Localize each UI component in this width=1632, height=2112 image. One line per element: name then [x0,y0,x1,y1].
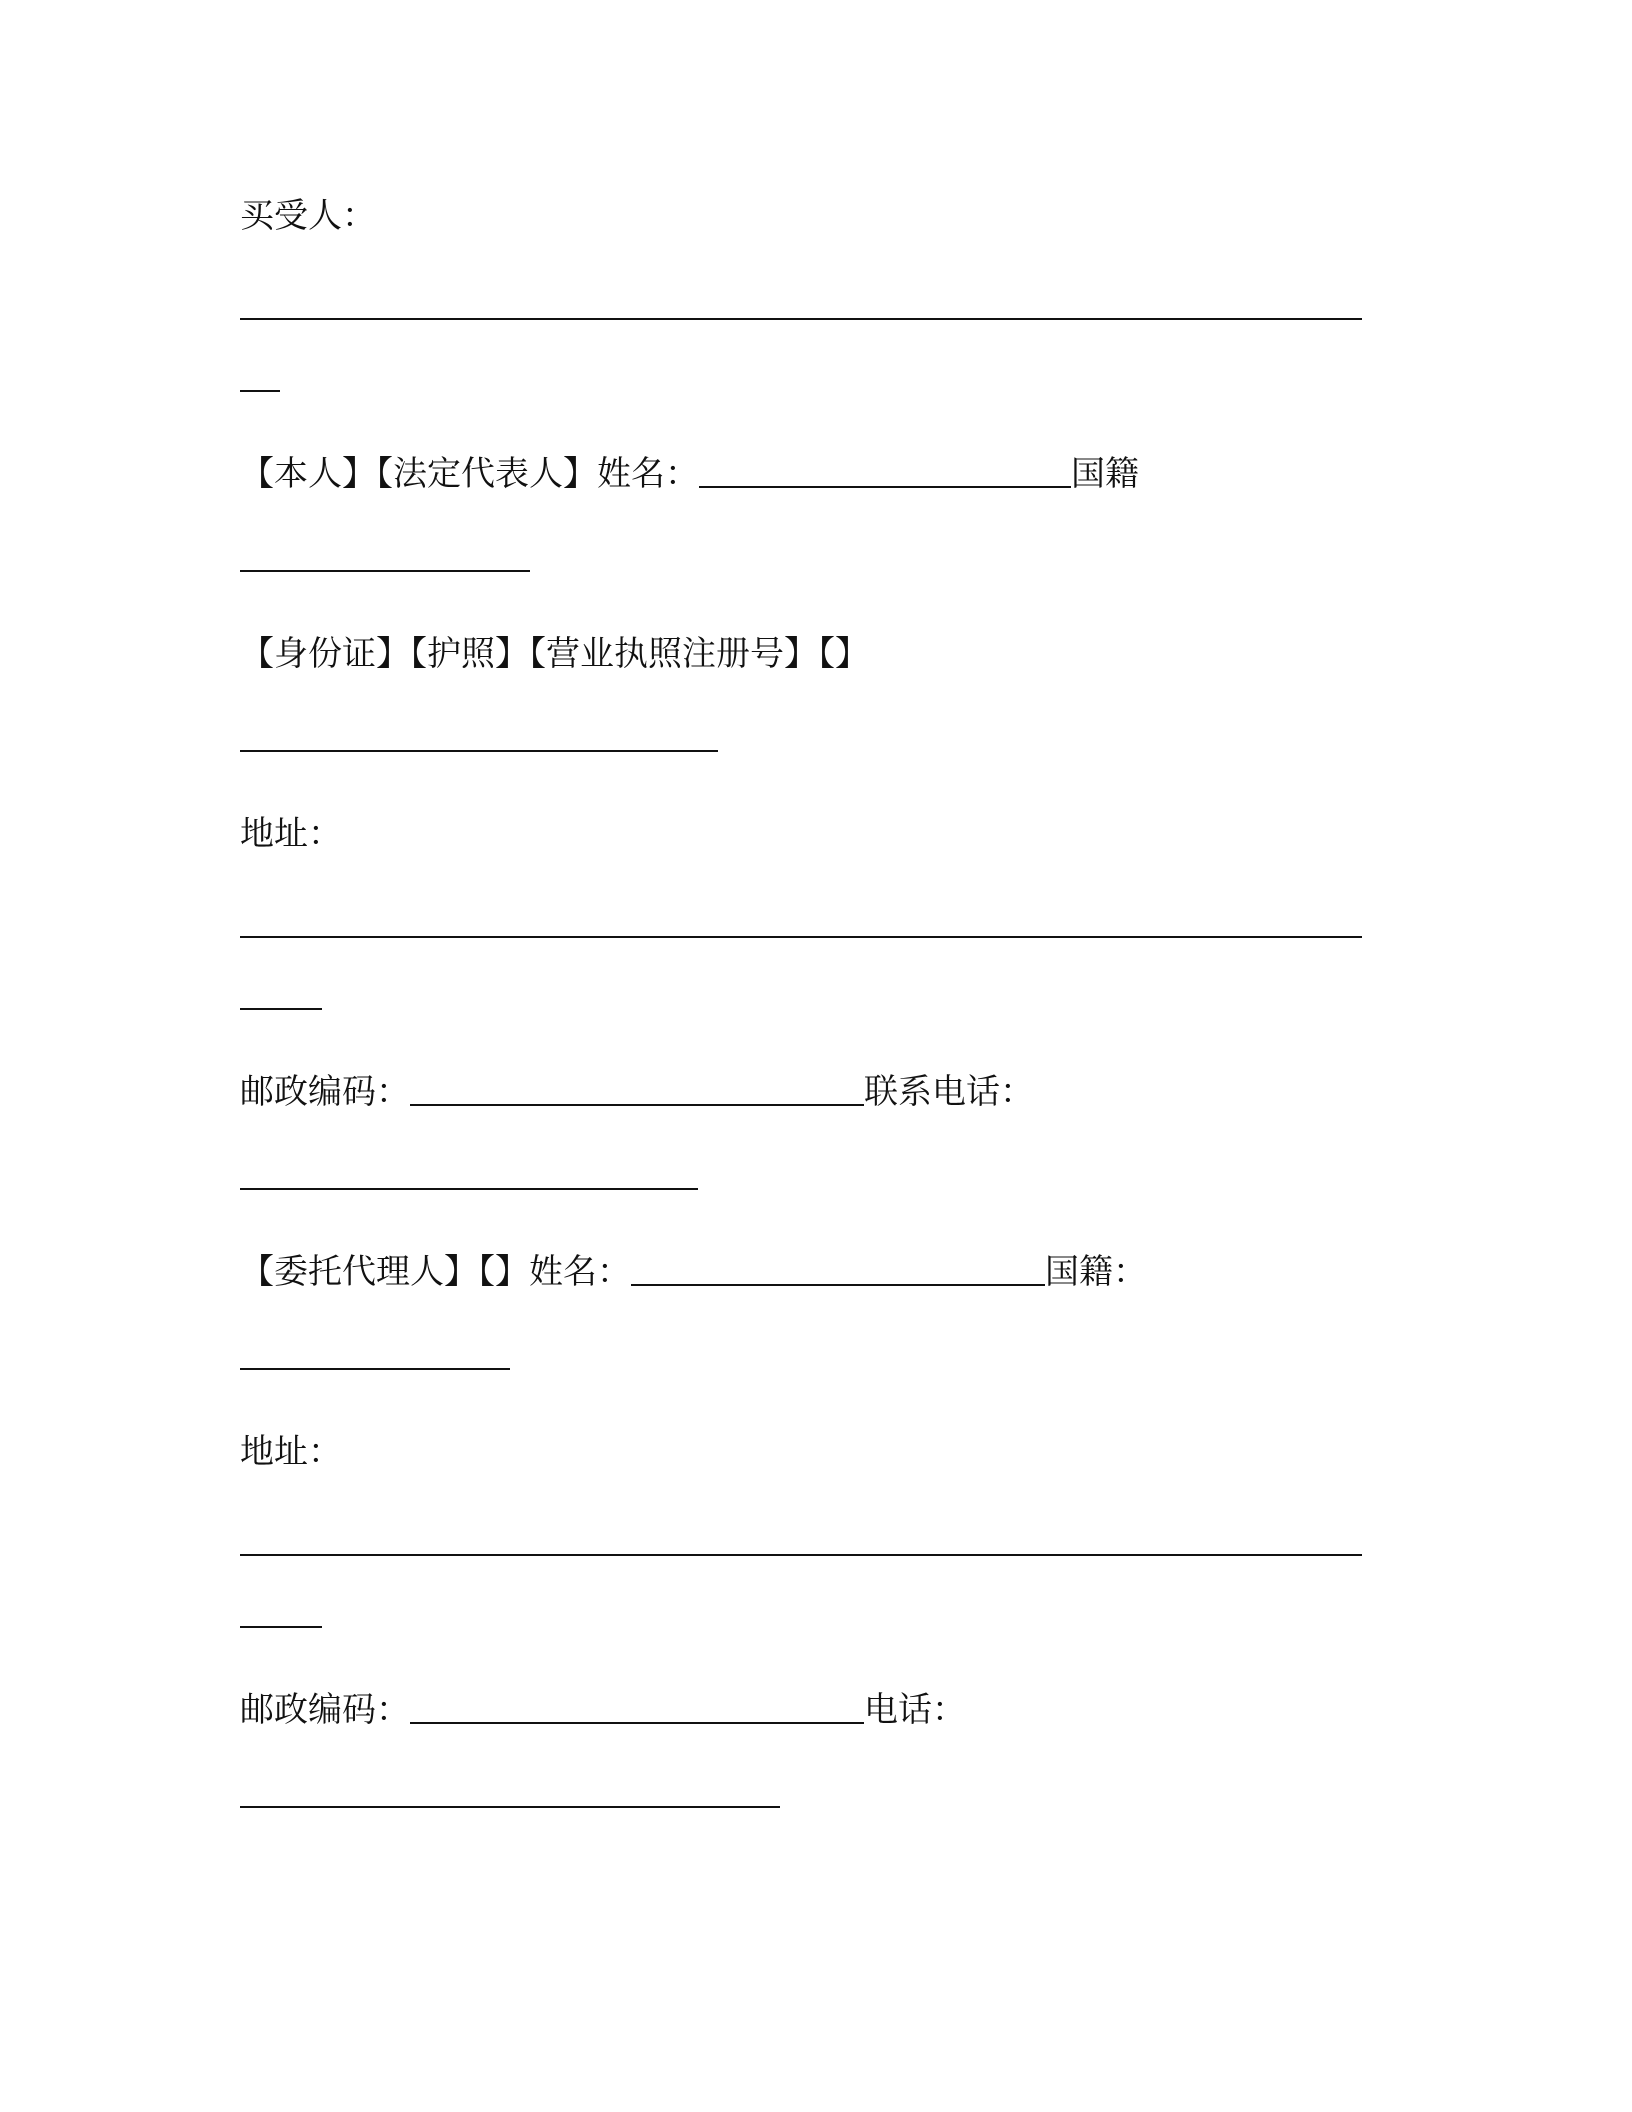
agent-nationality-blank[interactable] [240,1367,510,1370]
identity-line [240,450,1139,498]
postal-code-label: 邮政编码： [240,1072,410,1112]
agent-address-blank-end[interactable] [240,1625,322,1628]
address-label: 地址： [240,814,342,854]
postal-phone-line [240,1068,1034,1116]
buyer-label: 买受人： [240,196,376,236]
contact-phone-blank[interactable] [240,1187,698,1190]
agent-name-blank[interactable] [631,1283,1045,1286]
agent-phone-blank[interactable] [240,1805,780,1808]
postal-code-blank[interactable] [410,1103,864,1106]
agent-postal-code-label: 邮政编码： [240,1690,410,1730]
address-blank-continuation [240,972,322,1020]
agent-address-blank[interactable] [240,1553,1362,1556]
id-number-blank[interactable] [240,749,718,752]
agent-options: 【委托代理人】【】姓名： [240,1252,631,1292]
agent-address-label: 地址： [240,1432,342,1472]
buyer-name-blank-end[interactable] [240,389,280,392]
address-label-line [240,810,342,858]
agent-address-blank-line [240,1518,1362,1566]
agent-nationality-blank-line [240,1332,510,1380]
agent-phone-blank-line [240,1770,780,1818]
contact-phone-blank-line [240,1152,698,1200]
id-options: 【身份证】【护照】【营业执照注册号】【】 [240,634,869,674]
identity-options: 【本人】【法定代表人】姓名： [240,454,699,494]
agent-line [240,1248,1147,1296]
agent-nationality-label: 国籍： [1045,1252,1147,1292]
buyer-blank-line [240,282,1362,330]
name-blank[interactable] [699,485,1071,488]
id-options-line [240,630,869,678]
agent-postal-code-blank[interactable] [410,1721,864,1724]
buyer-name-blank[interactable] [240,317,1362,320]
buyer-label-line [240,192,376,240]
address-blank-line [240,900,1362,948]
agent-address-blank-continuation [240,1590,322,1638]
nationality-blank[interactable] [240,569,530,572]
contact-phone-label: 联系电话： [864,1072,1034,1112]
nationality-label: 国籍 [1071,454,1139,494]
address-blank[interactable] [240,935,1362,938]
agent-phone-label: 电话： [864,1690,966,1730]
id-number-blank-line [240,714,718,762]
agent-address-label-line [240,1428,342,1476]
buyer-blank-continuation [240,354,280,402]
address-blank-end[interactable] [240,1007,322,1010]
nationality-blank-line [240,534,530,582]
agent-postal-phone-line [240,1686,966,1734]
